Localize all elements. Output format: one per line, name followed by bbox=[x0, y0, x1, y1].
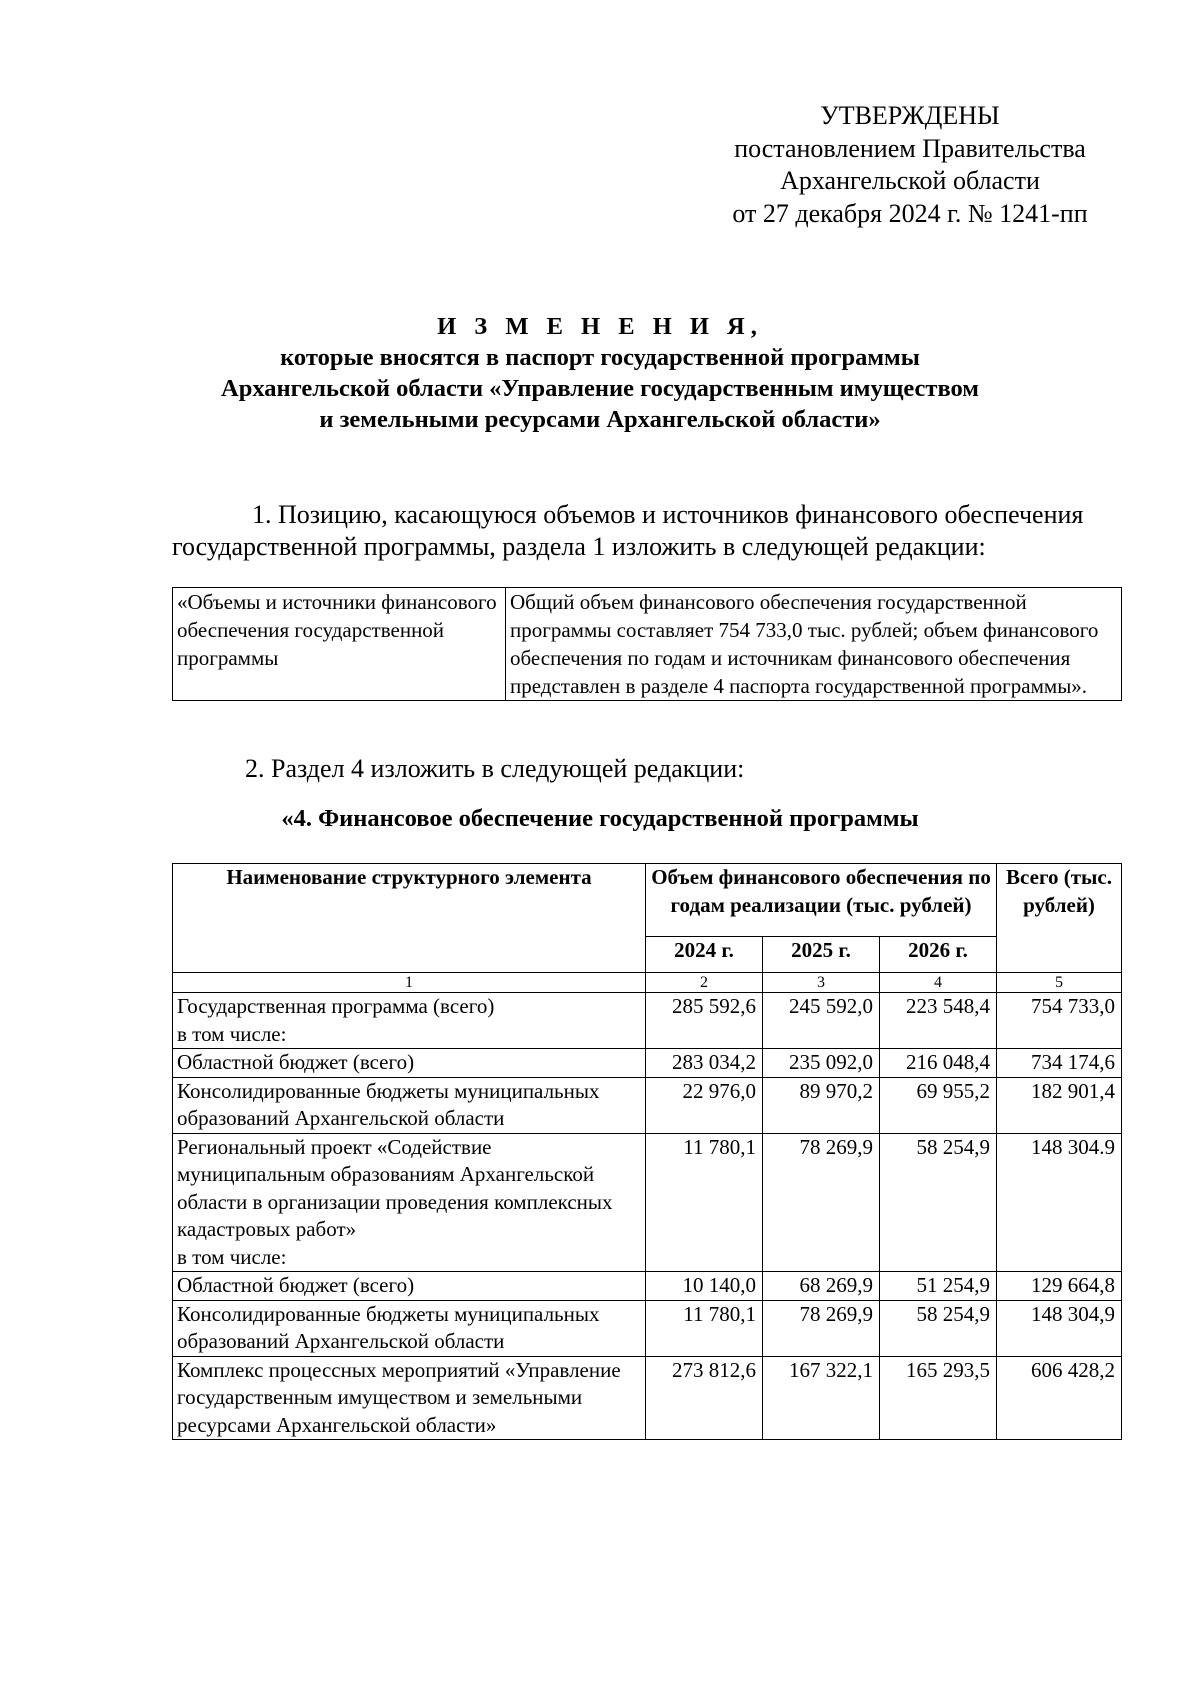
header-name: Наименование структурного элемента bbox=[173, 864, 646, 973]
row-value: 129 664,8 bbox=[997, 1272, 1122, 1301]
approval-line-1: УТВЕРЖДЕНЫ bbox=[820, 101, 1000, 130]
row-name: Консолидированные бюджеты муниципальных образований Архангельской области bbox=[173, 1077, 646, 1133]
row-name: Областной бюджет (всего) bbox=[173, 1272, 646, 1301]
title-line-2: которые вносятся в паспорт государственной программы bbox=[280, 344, 920, 371]
row-value: 285 592,6 bbox=[646, 993, 763, 1049]
row-value: 182 901,4 bbox=[997, 1077, 1122, 1133]
paragraph-1: 1. Позицию, касающуюся объемов и источников финансового обеспечения государственной программы, раздела 1 изложить в следующей редакции: bbox=[172, 500, 1084, 561]
table-row bbox=[173, 993, 1122, 1049]
row-value: 283 034,2 bbox=[646, 1049, 763, 1078]
header-year: 2025 г. bbox=[763, 936, 880, 972]
column-index-row bbox=[173, 973, 1122, 993]
funding-position-text: Общий объем финансового обеспечения государственной программы составляет 754 733,0 тыс. рублей; объем финансового обеспечения по годам и источникам финансового обеспечения представлен в разделе 4 паспорта государственной программы». bbox=[506, 588, 1122, 701]
header-volume: Объем финансового обеспечения по годам реализации (тыс. рублей) bbox=[646, 864, 997, 937]
paragraph-2: 2. Раздел 4 изложить в следующей редакции: bbox=[245, 754, 745, 783]
row-name: Региональный проект «Содействие муниципальным образованиям Архангельской области в организации проведения комплексных кадастровых работ» в том числе: bbox=[173, 1133, 646, 1272]
table-row bbox=[173, 1133, 1122, 1272]
header-year: 2024 г. bbox=[646, 936, 763, 972]
column-index: 3 bbox=[763, 973, 880, 993]
row-value: 69 955,2 bbox=[880, 1077, 997, 1133]
financing-table bbox=[172, 863, 1122, 1440]
column-index: 5 bbox=[997, 973, 1122, 993]
row-value: 235 092,0 bbox=[763, 1049, 880, 1078]
title-word: И З М Е Н Е Н И Я, bbox=[437, 313, 763, 340]
approval-line-4: от 27 декабря 2024 г. № 1241-пп bbox=[732, 198, 1088, 228]
row-value: 606 428,2 bbox=[997, 1356, 1122, 1440]
approval-stamp bbox=[690, 100, 1130, 230]
section-title: «4. Финансовое обеспечение государственной программы bbox=[281, 805, 919, 832]
row-value: 148 304.9 bbox=[997, 1133, 1122, 1272]
row-name: Комплекс процессных мероприятий «Управление государственным имуществом и земельными ресурсами Архангельской области» bbox=[173, 1356, 646, 1440]
funding-position-row bbox=[173, 588, 1122, 701]
row-value: 273 812,6 bbox=[646, 1356, 763, 1440]
document-title bbox=[160, 311, 1040, 435]
row-value: 165 293,5 bbox=[880, 1356, 997, 1440]
approval-line-3: Архангельской области bbox=[780, 166, 1040, 195]
row-name: Областной бюджет (всего) bbox=[173, 1049, 646, 1078]
row-value: 78 269,9 bbox=[763, 1300, 880, 1356]
row-value: 78 269,9 bbox=[763, 1133, 880, 1272]
header-row bbox=[173, 864, 1122, 937]
table-row bbox=[173, 1049, 1122, 1078]
title-line-4: и земельными ресурсами Архангельской области» bbox=[319, 406, 881, 433]
row-value: 11 780,1 bbox=[646, 1133, 763, 1272]
row-value: 734 174,6 bbox=[997, 1049, 1122, 1078]
column-index: 2 bbox=[646, 973, 763, 993]
row-value: 245 592,0 bbox=[763, 993, 880, 1049]
table-row bbox=[173, 1077, 1122, 1133]
row-value: 51 254,9 bbox=[880, 1272, 997, 1301]
row-value: 58 254,9 bbox=[880, 1133, 997, 1272]
row-value: 68 269,9 bbox=[763, 1272, 880, 1301]
header-year: 2026 г. bbox=[880, 936, 997, 972]
header-total: Всего (тыс. рублей) bbox=[997, 864, 1122, 973]
row-value: 11 780,1 bbox=[646, 1300, 763, 1356]
row-value: 148 304,9 bbox=[997, 1300, 1122, 1356]
approval-line-2: постановлением Правительства bbox=[734, 133, 1086, 163]
column-index: 1 bbox=[173, 973, 646, 993]
table-row bbox=[173, 1356, 1122, 1440]
funding-position-label: «Объемы и источники финансового обеспечения государственной программы bbox=[173, 588, 506, 701]
row-value: 754 733,0 bbox=[997, 993, 1122, 1049]
row-name: Государственная программа (всего) в том числе: bbox=[173, 993, 646, 1049]
row-value: 216 048,4 bbox=[880, 1049, 997, 1078]
column-index: 4 bbox=[880, 973, 997, 993]
funding-position-table bbox=[172, 587, 1122, 701]
table-row bbox=[173, 1272, 1122, 1301]
row-value: 58 254,9 bbox=[880, 1300, 997, 1356]
row-value: 10 140,0 bbox=[646, 1272, 763, 1301]
row-value: 22 976,0 bbox=[646, 1077, 763, 1133]
row-value: 89 970,2 bbox=[763, 1077, 880, 1133]
row-value: 223 548,4 bbox=[880, 993, 997, 1049]
row-name: Консолидированные бюджеты муниципальных образований Архангельской области bbox=[173, 1300, 646, 1356]
row-value: 167 322,1 bbox=[763, 1356, 880, 1440]
table-row bbox=[173, 1300, 1122, 1356]
title-line-3: Архангельской области «Управление государственным имуществом bbox=[221, 375, 979, 402]
